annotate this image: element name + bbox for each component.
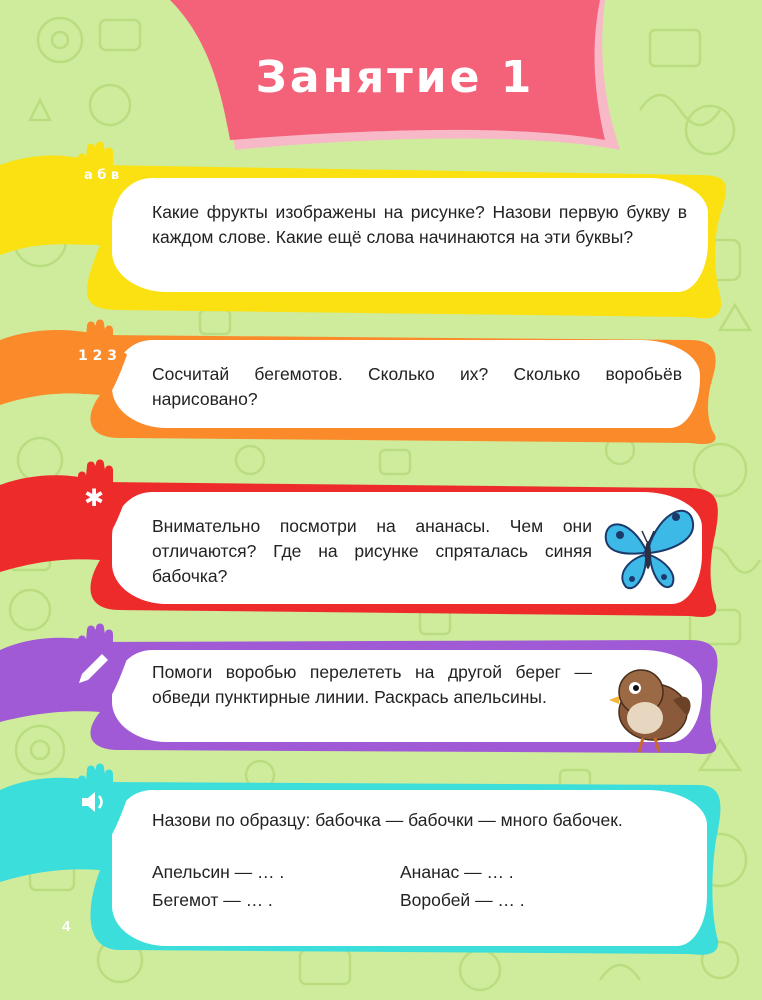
- example-ananas: Ананас — … .: [400, 862, 514, 882]
- example-apelsin: Апельсин — … .: [152, 862, 285, 882]
- task-text-2: Сосчитай бегемотов. Сколько их? Сколько воробьёв нарисовано?: [152, 364, 682, 409]
- blue-butterfly-picture: [598, 495, 698, 595]
- example-vorobey: Воробей — … .: [400, 890, 525, 910]
- asterisk-icon: ✱: [84, 484, 105, 512]
- task-text-1: Какие фрукты изображены на рисунке? Назови первую букву в каждом слове. Какие ещё слова начинаются на эти буквы?: [152, 202, 687, 247]
- hand-icon-pencil: [62, 622, 132, 700]
- page-title: Занятие 1: [255, 52, 535, 103]
- numbers-123-icon: 1 2 3: [78, 348, 117, 364]
- task-text-3: Внимательно посмотри на ананасы. Чем они отличаются? Где на рисунке спряталась синяя бабочка?: [152, 516, 592, 586]
- example-begemot: Бегемот — … .: [152, 890, 273, 910]
- hand-icon-letters: [62, 140, 132, 218]
- letters-abv-icon: а б в: [84, 168, 120, 183]
- sparrow-picture: [605, 660, 697, 756]
- page-number: 4: [62, 918, 71, 935]
- hand-icon-speaker: [62, 762, 132, 840]
- task-text-5: Назови по образцу: бабочка — бабочки — много бабочек.: [152, 810, 623, 830]
- task-text-4: Помоги воробью перелететь на другой берег — обведи пунктирные линии. Раскрась апельсины.: [152, 662, 592, 707]
- hand-icon-asterisk: [62, 458, 132, 536]
- hand-icon-numbers: [62, 318, 132, 396]
